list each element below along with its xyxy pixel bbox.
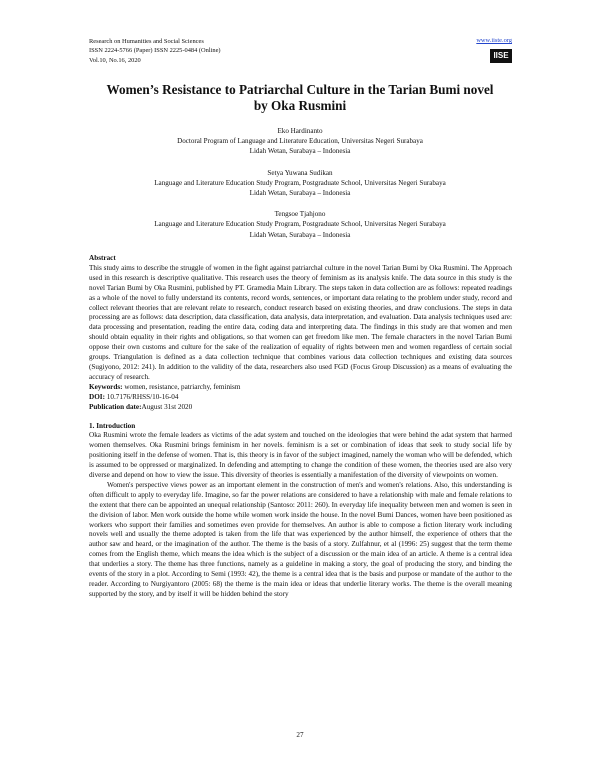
publication-date-line: [89, 403, 512, 413]
publication-date-label: Publication date:: [89, 402, 142, 411]
keywords-label: Keywords:: [89, 382, 123, 391]
author-1: [75, 126, 525, 157]
header-right: [462, 37, 512, 63]
doi-value: 10.7176/RHSS/10-16-04: [104, 392, 179, 401]
author-name: Tengsoe Tjahjono: [274, 210, 326, 219]
introduction-paragraph-1: Oka Rusmini wrote the female leaders as victims of the adat system and touched on the ideologies that were behind the adat system that harmed women themselves. Oka Rusmini brings feminism in her novels. feminism is a set or combination of ideas that seek to study social life by positioning itself in the defense of women. That is, this theory is in favor of the subject imagined, namely the woman who will be defended, which is assumed to be oppressed or marginalized. In defending and attempting to change the condition of these women, the theories used are also very diverse and depend on how to view the issue. This diversity of theories is essentially a manifestation of the diversity of viewpoints on women.: [89, 431, 512, 480]
paper-body: [89, 254, 512, 600]
author-address: Lidah Wetan, Surabaya – Indonesia: [249, 189, 351, 198]
keywords-line: [89, 383, 512, 393]
author-address: Lidah Wetan, Surabaya – Indonesia: [249, 230, 351, 239]
website-link[interactable]: www.iiste.org: [476, 37, 512, 44]
publication-date-value: August 31st 2020: [141, 402, 193, 411]
introduction-heading: 1. Introduction: [89, 421, 136, 430]
author-affiliation: Doctoral Program of Language and Literature Education, Universitas Negeri Surabaya: [177, 137, 423, 146]
author-affiliation: Language and Literature Education Study Program, Postgraduate School, Universitas Negeri Surabaya: [154, 220, 446, 229]
paper-title: Women’s Resistance to Patriarchal Culture in the Tarian Bumi novel by Oka Rusmini: [106, 82, 494, 113]
abstract-text: This study aims to describe the struggle of women in the fight against patriarchal culture in the novel Tarian Bumi by Oka Rusmini. The Approach used in this research is descriptive qualitative. This research uses the theory of feminism as its analysis knife. The data source in this study is the novel Tarian Bumi by Oka Rusmini, published by PT. Gramedia Main Library. The steps taken in data collection are as follows: repeated readings as a whole of the novel to fully understand its contents, record words, sentences, or important data relating to the problem under study, record and collect relevant theories that are relevant relate to research, conduct research based on existing theories, and draw conclusions. The steps in data processing are as follows: data description, data classification, data analysis, data interpretation, and evaluation. Data analysis techniques used are: data processing and presentation, reading the entire data, coding data and interpreting data. The findings in this study are that women and men should obtain equality in their rights and obligations, so that women can get freedom like men. The female characters in the novel Tarian Bumi oppose their own customs and culture for the sake of the realization of equality of rights between men and women regardless of certain social groups. Triangulation is defined as a data collection technique that combines various data collection techniques and existing data sources (Sugiyono, 2012: 241). In addition to the validity of the data, researchers also used FGD (Focus Group Discussion) as a means of evaluating the accuracy of research.: [89, 263, 512, 381]
doi-label: DOI:: [89, 392, 105, 401]
issn-line: ISSN 2224-5766 (Paper) ISSN 2225-0484 (Online): [89, 47, 221, 55]
journal-header: [89, 37, 221, 65]
author-name: Eko Hardinanto: [277, 127, 323, 135]
author-2: [75, 168, 525, 199]
keywords-value: women, resistance, patriarchy, feminism: [122, 382, 241, 391]
author-3: [75, 209, 525, 240]
metadata-block: [89, 383, 512, 413]
author-address: Lidah Wetan, Surabaya – Indonesia: [249, 147, 351, 156]
introduction-paragraph-2: Women's perspective views power as an important element in the construction of men's and women's relations. Also, this understanding is often difficult to apply to everyday life. Imagine, so far the power relations are considered to have a relationship with male and female relations to the extent that there can be appointed an unequal relationship (Santoso: 2011: 260). In everyday life inequality between men and women is seen in the division of labor. Men work outside the home while women work inside the house. In the novel Bumi Dances, women have been positioned as workers who support their families and sometimes even provide for themselves. An author is able to compose a fiction literary work including novels well and usually the theme adopted is taken from the life that was experienced by the author himself, the experience of others that the author saw and heard, or the imagination of the author. The theme is the basis of a story. Zulfahnur, et al (1996: 25) suggest that the term theme comes from the English theme, which means the idea which is the subject of a discussion or the main idea of an article. A theme is a central idea that underlies a story. The theme has three functions, namely as a guideline in making a story, the goal of producing the story, and binding the events of the story in a plot. According to Semi (1993: 42), the theme is a central idea that is the basis and purpose or mandate of the author to the reader. According to Nurgiyantoro (2005: 68) the theme is the main idea or ideas that underlie literary works. The theme is the overall meaning supported by the story, and by itself it will be hidden behind the story: [89, 480, 512, 598]
abstract-heading: Abstract: [89, 254, 116, 262]
author-name: Setya Yuwana Sudikan: [267, 168, 333, 177]
author-affiliation: Language and Literature Education Study Program, Postgraduate School, Universitas Negeri Surabaya: [154, 178, 446, 187]
author-block: [75, 126, 525, 251]
iiste-logo: IISE: [490, 49, 512, 63]
doi-line: [89, 393, 512, 403]
page-number: 27: [296, 731, 304, 739]
journal-name: Research on Humanities and Social Sciences: [89, 38, 204, 45]
volume-line: Vol.10, No.16, 2020: [89, 56, 141, 64]
